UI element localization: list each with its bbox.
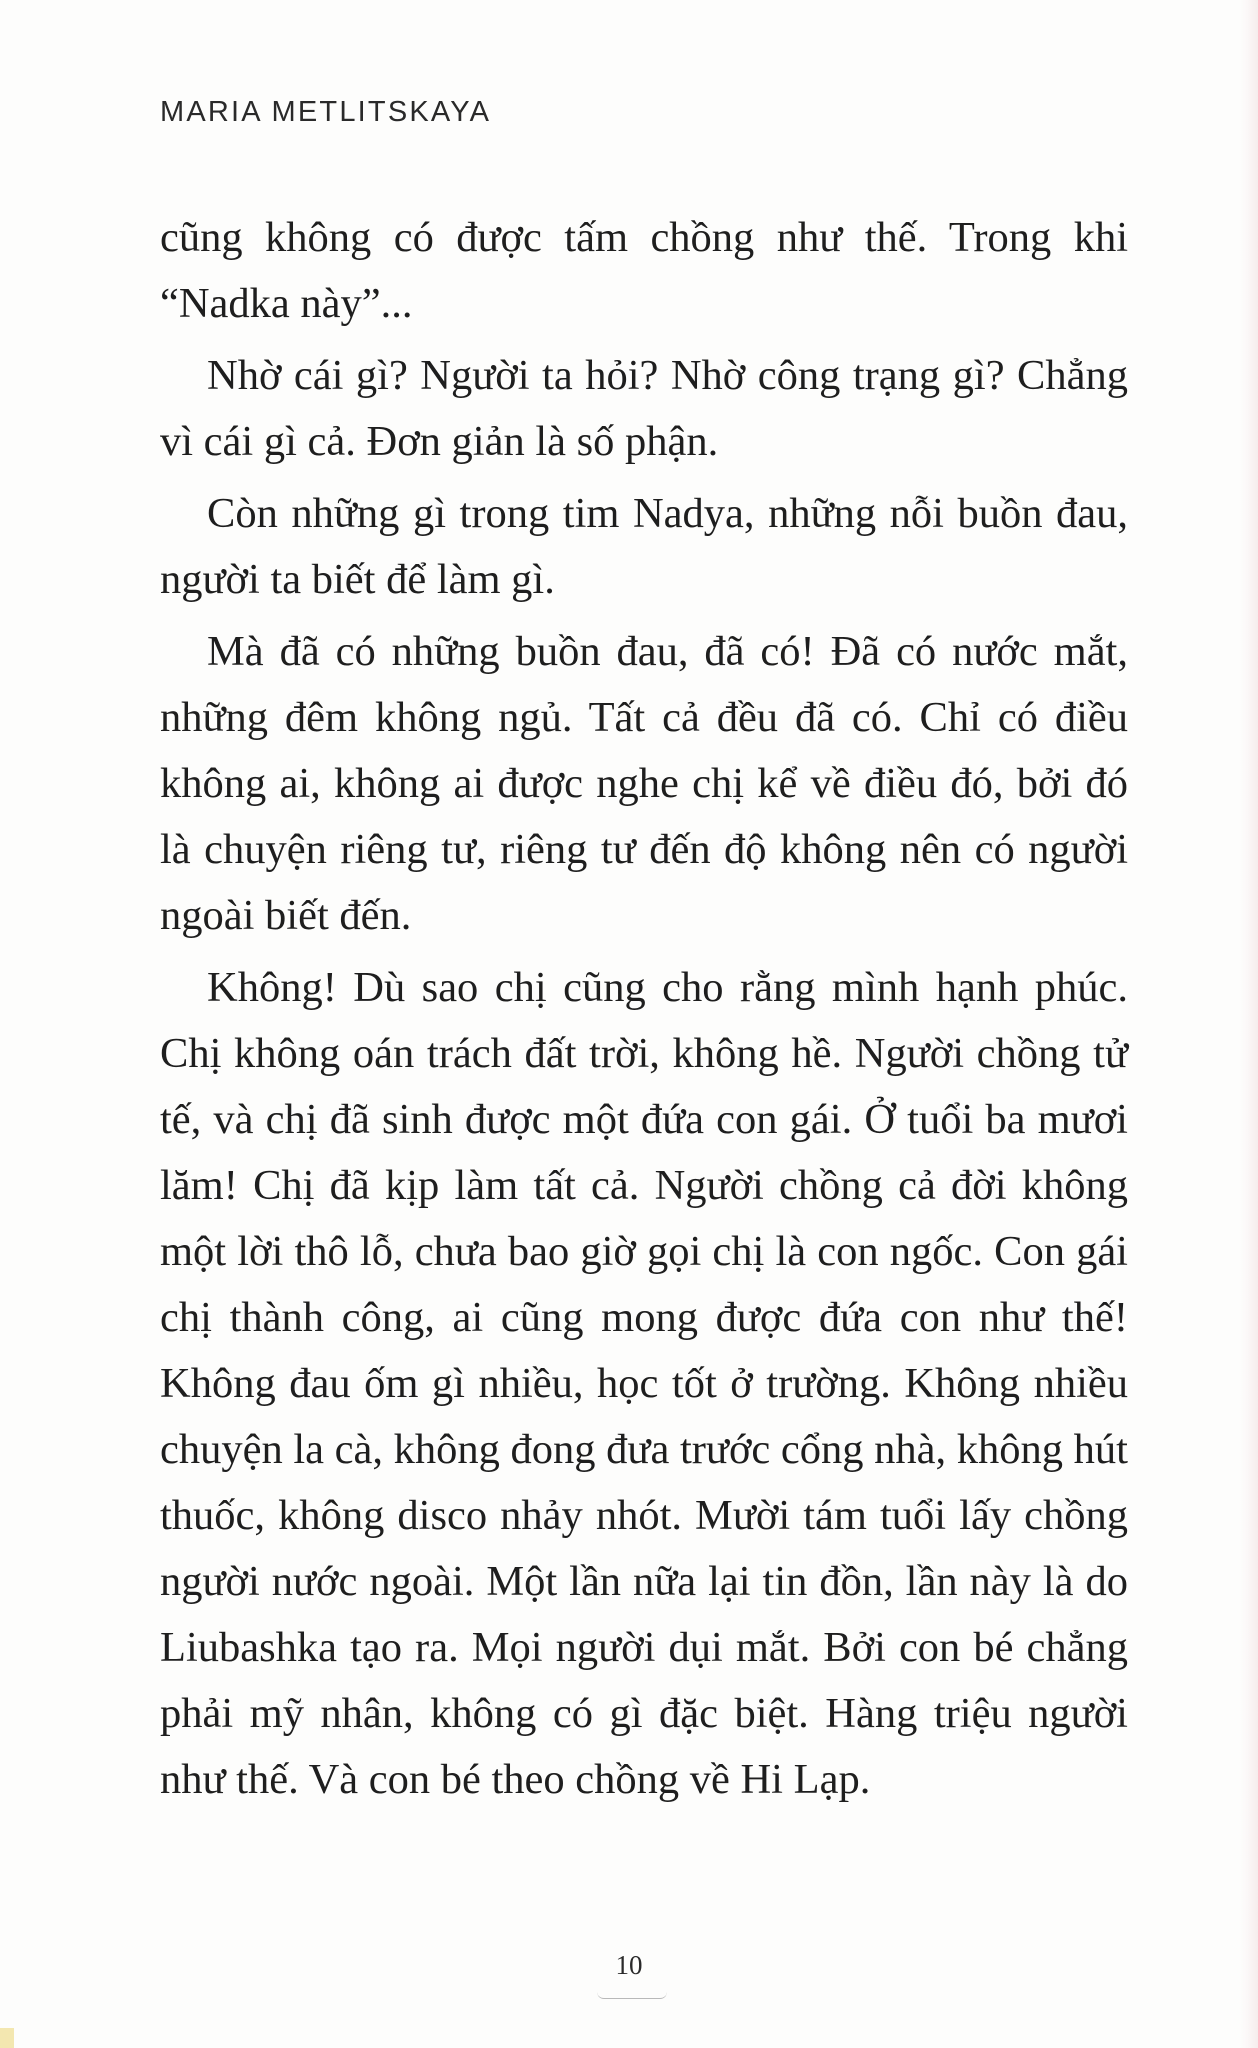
page-edge-shadow (1240, 0, 1258, 2048)
paragraph: Còn những gì trong tim Nadya, những nỗi buồn đau, người ta biết để làm gì. (160, 490, 1128, 603)
scan-corner-mark (0, 2028, 14, 2048)
page-number: 10 (615, 1950, 643, 1980)
body-text (160, 205, 1128, 1819)
running-head: MARIA METLITSKAYA (160, 96, 492, 128)
paragraph-continued: cũng không có được tấm chồng như thế. Trong khi “Nadka này”... (160, 214, 1128, 327)
paragraph: Mà đã có những buồn đau, đã có! Đã có nước mắt, những đêm không ngủ. Tất cả đều đã có. Chỉ có điều không ai, không ai được nghe chị kể về điều đó, bởi đó là chuyện riêng tư, riêng tư đến độ không nên có người ngoài biết đến. (160, 628, 1128, 939)
page-number-ornament (597, 1992, 667, 1999)
paragraph: Nhờ cái gì? Người ta hỏi? Nhờ công trạng gì? Chẳng vì cái gì cả. Đơn giản là số phận. (160, 352, 1128, 465)
paragraph: Không! Dù sao chị cũng cho rằng mình hạnh phúc. Chị không oán trách đất trời, không hề. Người chồng tử tế, và chị đã sinh được một đứa con gái. Ở tuổi ba mươi lăm! Chị đã kịp làm tất cả. Người chồng cả đời không một lời thô lỗ, chưa bao giờ gọi chị là con ngốc. Con gái chị thành công, ai cũng mong được đứa con như thế! Không đau ốm gì nhiều, học tốt ở trường. Không nhiều chuyện la cà, không đong đưa trước cổng nhà, không hút thuốc, không disco nhảy nhót. Mười tám tuổi lấy chồng người nước ngoài. Một lần nữa lại tin đồn, lần này là do Liubashka tạo ra. Mọi người dụi mắt. Bởi con bé chẳng phải mỹ nhân, không có gì đặc biệt. Hàng triệu người như thế. Và con bé theo chồng về Hi Lạp. (160, 964, 1128, 1803)
